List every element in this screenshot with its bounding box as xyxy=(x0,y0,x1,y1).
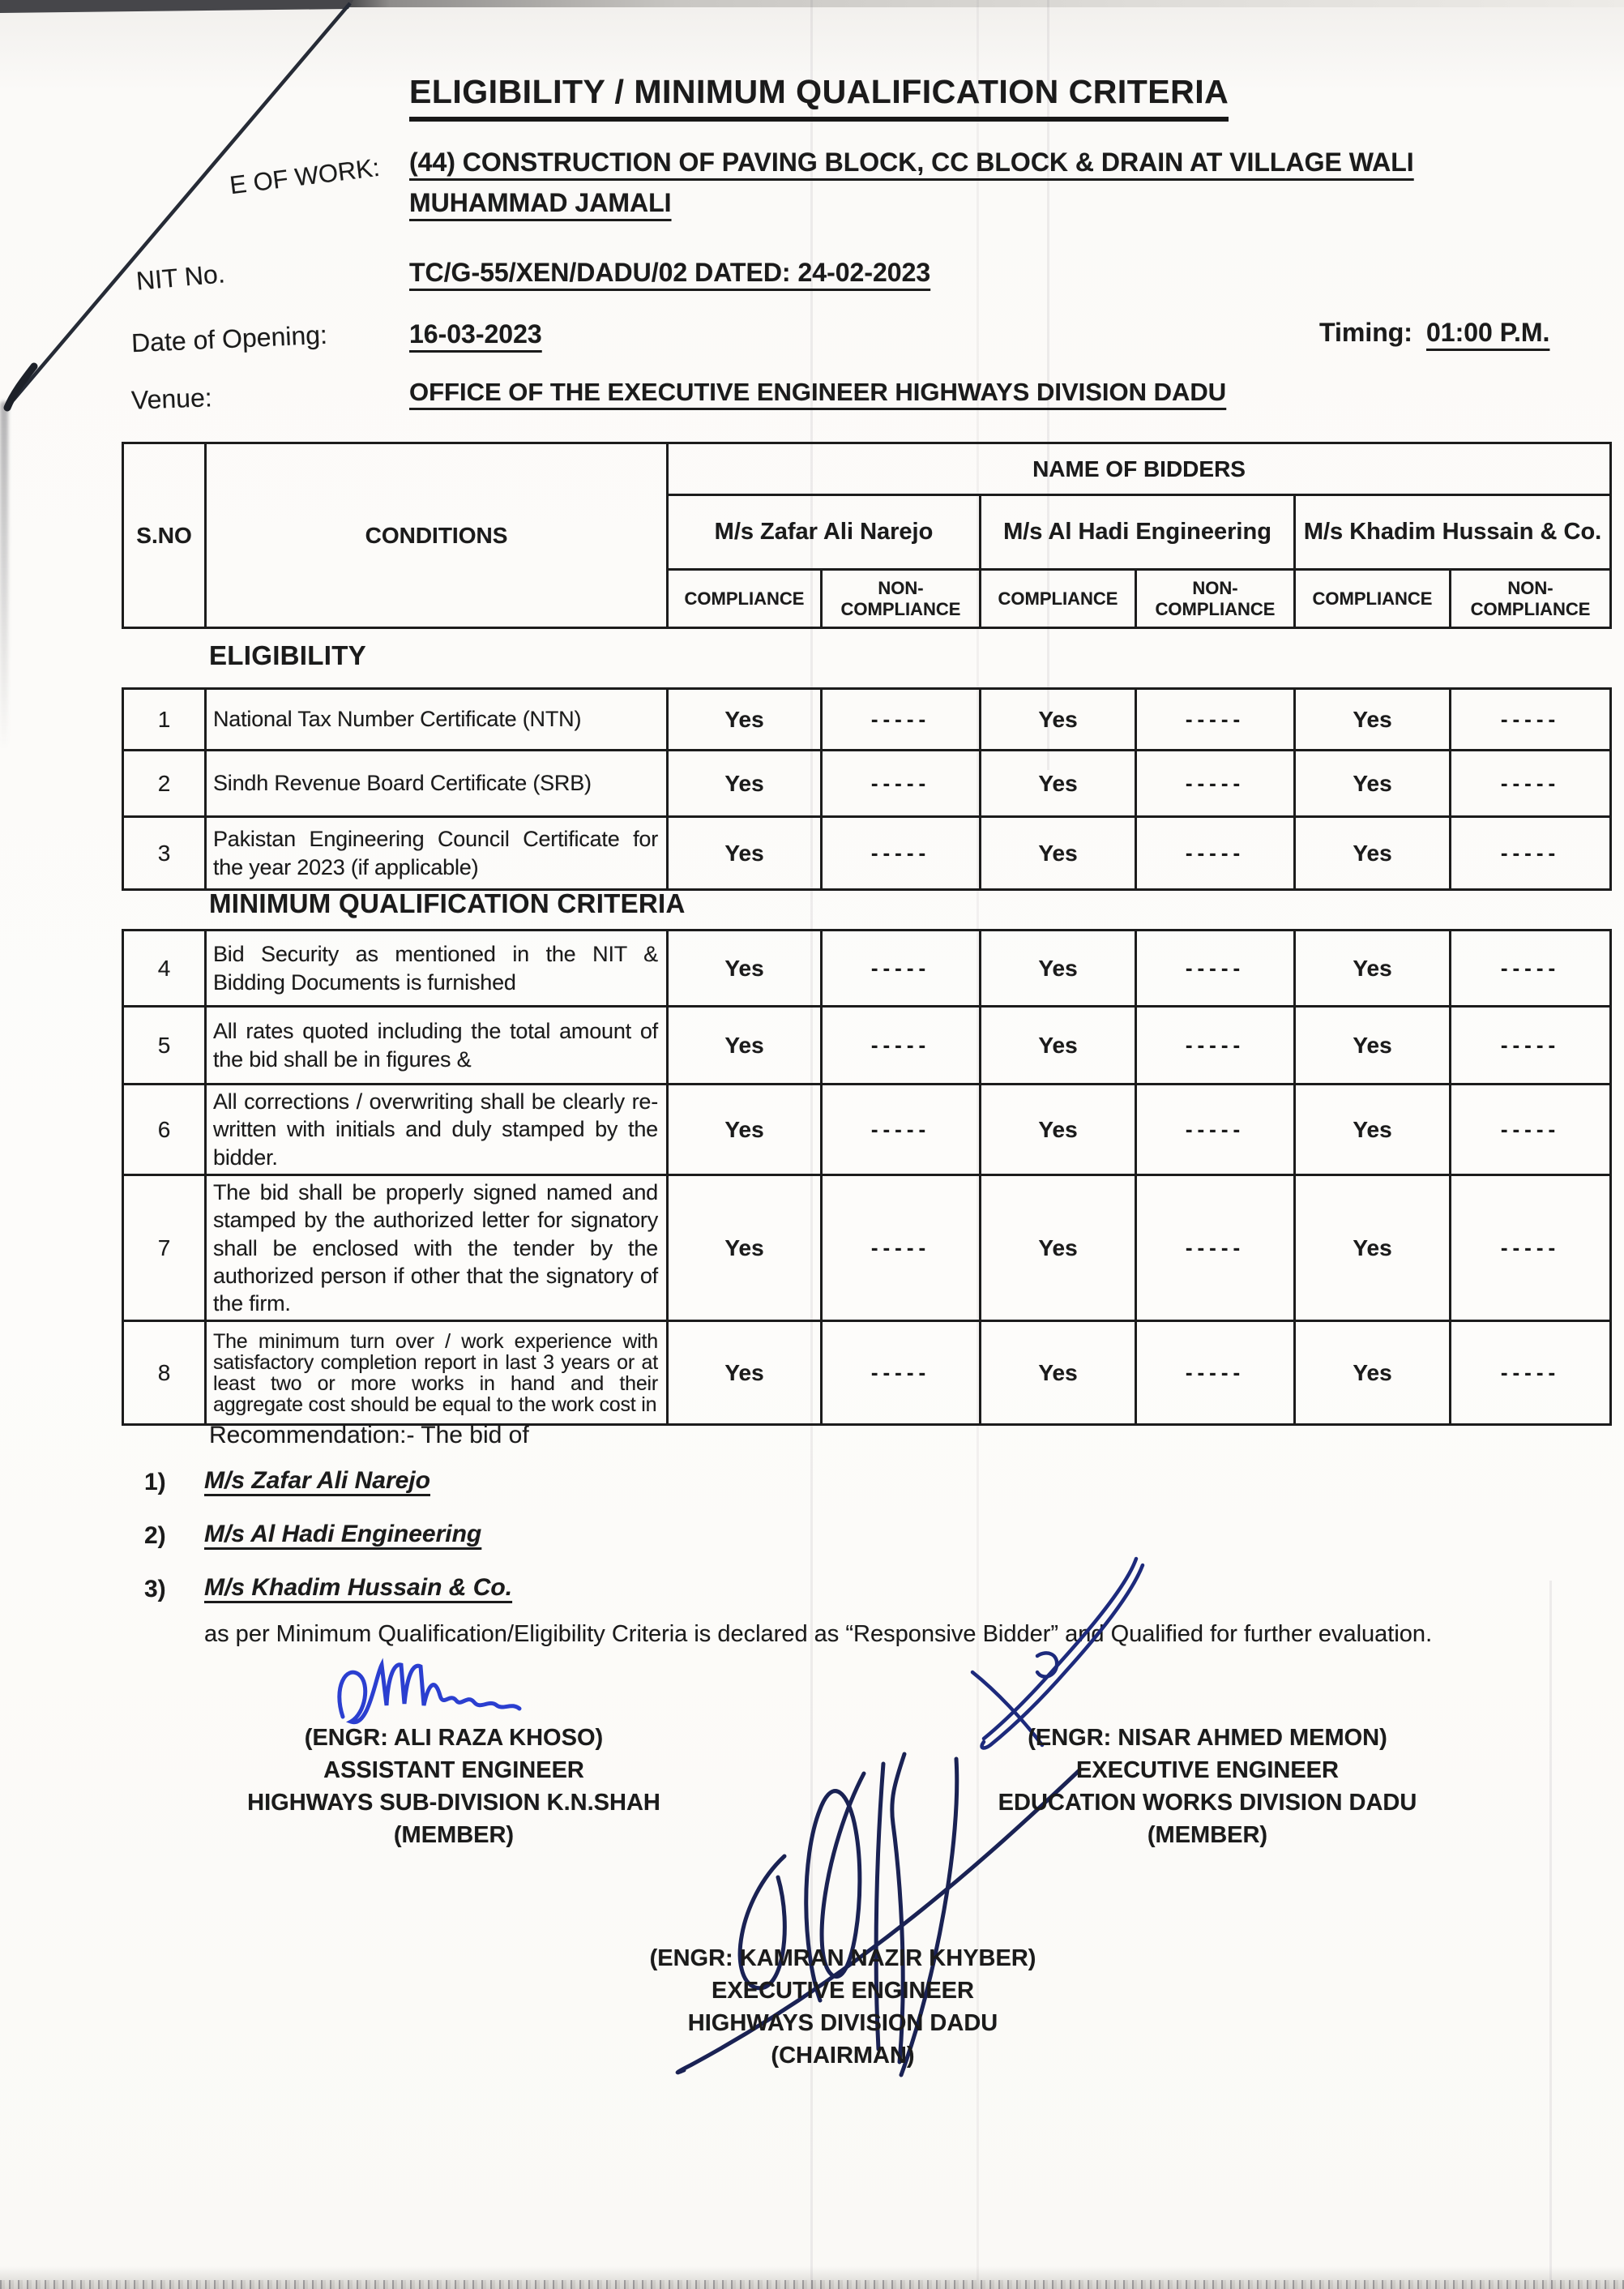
name-of-work-label: E OF WORK: xyxy=(228,152,382,200)
non-compliance-cell: ----- xyxy=(822,931,981,1007)
conditions-column-header: CONDITIONS xyxy=(206,443,668,628)
signatory-designation: EXECUTIVE ENGINEER xyxy=(1076,1757,1339,1783)
recommendation-item-bidder: M/s Khadim Hussain & Co. xyxy=(204,1574,513,1601)
condition-cell: All corrections / overwriting shall be clearly re-written with initials and duly stamped by the bidder. xyxy=(206,1085,668,1175)
recommendation-conclusion: as per Minimum Qualification/Eligibility Criteria is declared as “Responsive Bidder” and Qualified for further evaluation. xyxy=(204,1621,1433,1647)
signatory-role: (CHAIRMAN) xyxy=(771,2043,915,2069)
non-compliance-cell: ----- xyxy=(822,1085,981,1175)
non-compliance-cell: ----- xyxy=(1136,1321,1295,1425)
condition-cell: The bid shall be properly signed named and stamped by the authorized letter for signatory shall be enclosed with the tender by the authorized person if other that the signatory of the firm. xyxy=(206,1175,668,1321)
signatory-block-member-1 xyxy=(194,1722,713,1851)
compliance-cell: Yes xyxy=(981,689,1136,751)
non-compliance-cell: ----- xyxy=(1451,817,1611,890)
table-row xyxy=(123,1007,1611,1085)
minimum-qualification-section-heading: MINIMUM QUALIFICATION CRITERIA xyxy=(209,888,686,918)
sno-cell: 4 xyxy=(123,931,206,1007)
scan-smudge xyxy=(0,401,8,750)
compliance-cell: Yes xyxy=(981,1321,1136,1425)
non-compliance-cell: ----- xyxy=(1136,1175,1295,1321)
signatory-block-chairman xyxy=(567,1942,1118,2072)
eligibility-rows-table xyxy=(122,687,1612,891)
table-row xyxy=(123,1085,1611,1175)
condition-cell: Pakistan Engineering Council Certificate for the year 2023 (if applicable) xyxy=(206,817,668,890)
signatory-office: HIGHWAYS SUB-DIVISION K.N.SHAH xyxy=(247,1790,660,1816)
compliance-cell: Yes xyxy=(981,1175,1136,1321)
compliance-cell: Yes xyxy=(668,751,822,817)
compliance-header: COMPLIANCE xyxy=(1295,570,1451,628)
sno-cell: 7 xyxy=(123,1175,206,1321)
recommendation-item-number: 2) xyxy=(144,1522,166,1549)
compliance-cell: Yes xyxy=(981,1085,1136,1175)
non-compliance-header: NON-COMPLIANCE xyxy=(1451,570,1611,628)
bidder-3-name: M/s Khadim Hussain & Co. xyxy=(1295,495,1611,570)
timing-value: 01:00 P.M. xyxy=(1426,318,1550,347)
compliance-cell: Yes xyxy=(668,689,822,751)
non-compliance-cell: ----- xyxy=(1451,931,1611,1007)
non-compliance-cell: ----- xyxy=(1451,689,1611,751)
non-compliance-cell: ----- xyxy=(1451,1007,1611,1085)
compliance-cell: Yes xyxy=(1295,1085,1451,1175)
compliance-cell: Yes xyxy=(1295,1321,1451,1425)
condition-cell: National Tax Number Certificate (NTN) xyxy=(206,689,668,751)
page-corner-fold xyxy=(0,0,373,430)
non-compliance-cell: ----- xyxy=(1136,1007,1295,1085)
signatory-name: (ENGR: KAMRAN NAZIR KHYBER) xyxy=(649,1945,1036,1971)
name-of-bidders-header: NAME OF BIDDERS xyxy=(668,443,1611,495)
qualification-rows-table xyxy=(122,929,1612,1426)
eligibility-section-heading: ELIGIBILITY xyxy=(209,640,366,670)
non-compliance-cell: ----- xyxy=(822,689,981,751)
page-title: ELIGIBILITY / MINIMUM QUALIFICATION CRITERIA xyxy=(409,73,1229,122)
non-compliance-cell: ----- xyxy=(1451,1321,1611,1425)
sno-column-header: S.NO xyxy=(123,443,206,628)
signatory-name: (ENGR: ALI RAZA KHOSO) xyxy=(304,1725,604,1751)
condition-cell: The minimum turn over / work experience with satisfactory completion report in last 3 years or at least two or more works in hand and their aggregate cost should be equal to the work cost in xyxy=(206,1321,668,1425)
signatory-office: EDUCATION WORKS DIVISION DADU xyxy=(998,1790,1417,1816)
signatory-block-member-2 xyxy=(924,1722,1491,1851)
recommendation-item-bidder: M/s Al Hadi Engineering xyxy=(204,1521,482,1547)
table-row xyxy=(123,689,1611,751)
name-of-work-value: (44) CONSTRUCTION OF PAVING BLOCK, CC BLOCK & DRAIN AT VILLAGE WALI MUHAMMAD JAMALI xyxy=(409,148,1414,217)
compliance-header: COMPLIANCE xyxy=(668,570,822,628)
sno-cell: 1 xyxy=(123,689,206,751)
compliance-cell: Yes xyxy=(668,1321,822,1425)
sno-cell: 5 xyxy=(123,1007,206,1085)
sno-cell: 8 xyxy=(123,1321,206,1425)
compliance-cell: Yes xyxy=(668,1175,822,1321)
non-compliance-cell: ----- xyxy=(1136,689,1295,751)
non-compliance-cell: ----- xyxy=(822,817,981,890)
date-of-opening-label: Date of Opening: xyxy=(130,319,328,358)
non-compliance-header: NON-COMPLIANCE xyxy=(1136,570,1295,628)
bidder-1-name: M/s Zafar Ali Narejo xyxy=(668,495,981,570)
compliance-cell: Yes xyxy=(981,1007,1136,1085)
non-compliance-cell: ----- xyxy=(822,751,981,817)
table-row xyxy=(123,931,1611,1007)
scan-bottom-edge-artifact xyxy=(0,2280,1624,2289)
compliance-cell: Yes xyxy=(1295,1007,1451,1085)
nit-number-value: TC/G-55/XEN/DADU/02 DATED: 24-02-2023 xyxy=(409,258,931,287)
sno-cell: 2 xyxy=(123,751,206,817)
non-compliance-cell: ----- xyxy=(822,1321,981,1425)
compliance-header: COMPLIANCE xyxy=(981,570,1136,628)
compliance-cell: Yes xyxy=(668,931,822,1007)
compliance-cell: Yes xyxy=(981,751,1136,817)
recommendation-item-bidder: M/s Zafar Ali Narejo xyxy=(204,1467,430,1494)
recommendation-intro: Recommendation:- The bid of xyxy=(209,1422,529,1448)
timing-label: Timing: xyxy=(1319,318,1412,347)
non-compliance-cell: ----- xyxy=(1451,751,1611,817)
bidders-header-table xyxy=(122,442,1612,629)
non-compliance-cell: ----- xyxy=(822,1175,981,1321)
venue-label: Venue: xyxy=(130,383,213,415)
signatory-role: (MEMBER) xyxy=(393,1822,515,1848)
signatory-office: HIGHWAYS DIVISION DADU xyxy=(687,2010,998,2036)
non-compliance-cell: ----- xyxy=(1136,1085,1295,1175)
nit-number-label: NIT No. xyxy=(135,259,226,296)
compliance-cell: Yes xyxy=(668,1085,822,1175)
compliance-cell: Yes xyxy=(1295,689,1451,751)
compliance-cell: Yes xyxy=(1295,751,1451,817)
non-compliance-cell: ----- xyxy=(1451,1085,1611,1175)
compliance-cell: Yes xyxy=(1295,1175,1451,1321)
table-row xyxy=(123,1175,1611,1321)
compliance-cell: Yes xyxy=(1295,817,1451,890)
bidder-2-name: M/s Al Hadi Engineering xyxy=(981,495,1295,570)
compliance-cell: Yes xyxy=(668,817,822,890)
compliance-cell: Yes xyxy=(981,817,1136,890)
signatory-designation: ASSISTANT ENGINEER xyxy=(323,1757,584,1783)
sno-cell: 3 xyxy=(123,817,206,890)
compliance-cell: Yes xyxy=(981,931,1136,1007)
condition-cell: All rates quoted including the total amount of the bid shall be in figures & xyxy=(206,1007,668,1085)
signatory-name: (ENGR: NISAR AHMED MEMON) xyxy=(1028,1725,1387,1751)
venue-value: OFFICE OF THE EXECUTIVE ENGINEER HIGHWAYS DIVISION DADU xyxy=(409,378,1227,406)
non-compliance-cell: ----- xyxy=(1451,1175,1611,1321)
table-row xyxy=(123,817,1611,890)
non-compliance-cell: ----- xyxy=(1136,817,1295,890)
non-compliance-header: NON-COMPLIANCE xyxy=(822,570,981,628)
signatory-designation: EXECUTIVE ENGINEER xyxy=(712,1978,974,2004)
non-compliance-cell: ----- xyxy=(822,1007,981,1085)
recommendation-item-number: 1) xyxy=(144,1469,166,1495)
condition-cell: Sindh Revenue Board Certificate (SRB) xyxy=(206,751,668,817)
sno-cell: 6 xyxy=(123,1085,206,1175)
date-of-opening-value: 16-03-2023 xyxy=(409,319,542,349)
non-compliance-cell: ----- xyxy=(1136,751,1295,817)
table-row xyxy=(123,1321,1611,1425)
recommendation-item-number: 3) xyxy=(144,1576,166,1602)
table-row xyxy=(123,751,1611,817)
compliance-cell: Yes xyxy=(668,1007,822,1085)
condition-cell: Bid Security as mentioned in the NIT & Bidding Documents is furnished xyxy=(206,931,668,1007)
compliance-cell: Yes xyxy=(1295,931,1451,1007)
signatory-role: (MEMBER) xyxy=(1147,1822,1268,1848)
non-compliance-cell: ----- xyxy=(1136,931,1295,1007)
paper-crease xyxy=(1549,1581,1552,2289)
